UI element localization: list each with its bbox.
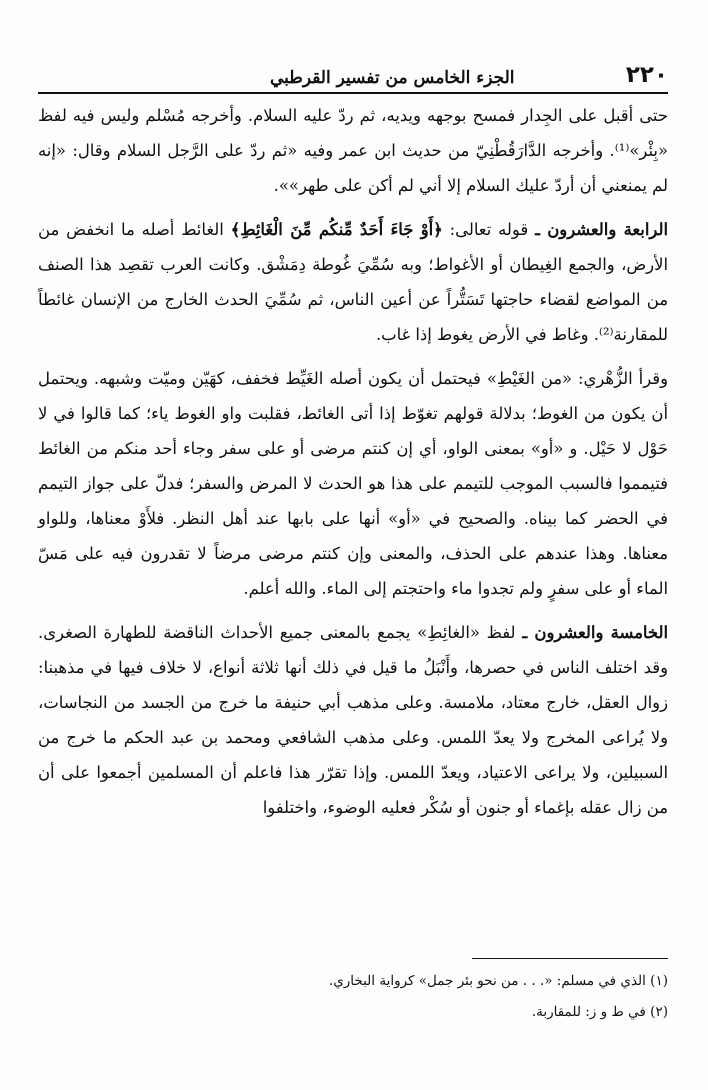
running-title: الجزء الخامس من تفسير القرطبي	[270, 68, 515, 88]
main-text	[38, 98, 668, 825]
paragraph-1	[38, 98, 668, 203]
footnote-rule	[472, 958, 668, 959]
quran-intro: قوله تعالى:	[449, 220, 529, 239]
footnotes	[38, 966, 668, 1028]
paragraph-text: وقرأ الزُّهْري: «من الغَيْطِ» فيحتمل أن يكون أصله الغَيِّط فخفف، كهَيّن وميّت وشبهه. ويحتمل أن يكون من الغوط؛ بدلالة قولهم تغوّط إذا أتى الغائط، فقلبت واو الغوط ياء؛ كما قالوا في لا حَوْل لا حَيْل. و «أو» بمعنى الواو، أي إن كنتم مرضى أو على سفر وجاء أحد منكم من الغائط فتيمموا فالسبب الموجب للتيمم على هذا هو الحدث لا المرض والسفر؛ فدلّ على جواز التيمم في الحضر كما بيناه. والصحيح في «أو» أنها على بابها عند أهل النظر. فلأَوْ معناها، وللواو معناها. وهذا عندهم على الحذف، والمعنى وإن كنتم مرضى مرضاً لا تقدرون فيه على مَسّ الماء أو على سفرٍ ولم تجدوا ماء واحتجتم إلى الماء. والله أعلم.	[38, 369, 668, 598]
paragraph-text: الغائط أصله ما انخفض من الأرض، والجمع الغِيطان أو الأغواط؛ وبه سُمِّيَ غُوطة دِمَشْق. وكانت العرب تقصِد هذا الصنف من المواضع لقضاء حاجتها تَسَتُّراً عن أعين الناس، ثم سُمِّيَ الحدث الخارج من الإنسان غائطاً للمقارنة⁽²⁾. وغاط في الأرض يغوط إذا غاب.	[38, 220, 668, 344]
paragraph-4	[38, 615, 668, 825]
header-rule	[38, 92, 668, 94]
paragraph-text: حتى أقبل على الجِدار فمسح بوجهه ويديه، ثم ردّ عليه السلام. وأخرجه مُسْلم وليس فيه لفظ «بِئْر»⁽¹⁾. وأخرجه الدَّارَقُطْنِيّ من حديث ابن عمر وفيه «ثم ردّ على الرَّجل السلام وقال: «إنه لم يمنعني أن أردّ عليك السلام إلا أني لم أكن على طهر»».	[38, 106, 668, 195]
section-label: الرابعة والعشرون ـ	[535, 220, 669, 239]
page-header	[40, 54, 668, 88]
paragraph-text: لفظ «الغائِطِ» يجمع بالمعنى جميع الأحداث الناقضة للطهارة الصغرى. وقد اختلف الناس في حصرها، وأَنْبَلُ ما قيل في ذلك أنها ثلاثة أنواع، لا خلاف فيها في مذهبنا: زوال العقل، خارج معتاد، ملامسة. وعلى مذهب أبي حنيفة ما خرج من الجسد من النجاسات، ولا يُراعى المخرج ولا يعدّ اللمس. وعلى مذهب الشافعي ومحمد بن عبد الحكم ما خرج من السبيلين، ولا يراعى الاعتياد، ويعدّ اللمس. وإذا تقرّر هذا فاعلم أن المسلمين أجمعوا على أن من زال عقله بإغماء أو جنون أو سُكْر فعليه الوضوء، واختلفوا	[38, 623, 668, 817]
quran-verse: ﴿أَوْ جَاءَ أَحَدٌ مِّنكُم مِّنَ الْغَائِطِ﴾	[230, 220, 443, 239]
footnote-1: (١) الذي في مسلم: «. . . من نحو بئر جمل» كرواية البخاري.	[328, 973, 668, 989]
footnote-2: (٢) في ط و ز: للمقاربة.	[531, 1004, 668, 1020]
paragraph-3	[38, 361, 668, 606]
paragraph-2	[38, 212, 668, 352]
section-label: الخامسة والعشرون ـ	[522, 623, 668, 642]
page-number: ٢٢٠	[625, 62, 668, 88]
